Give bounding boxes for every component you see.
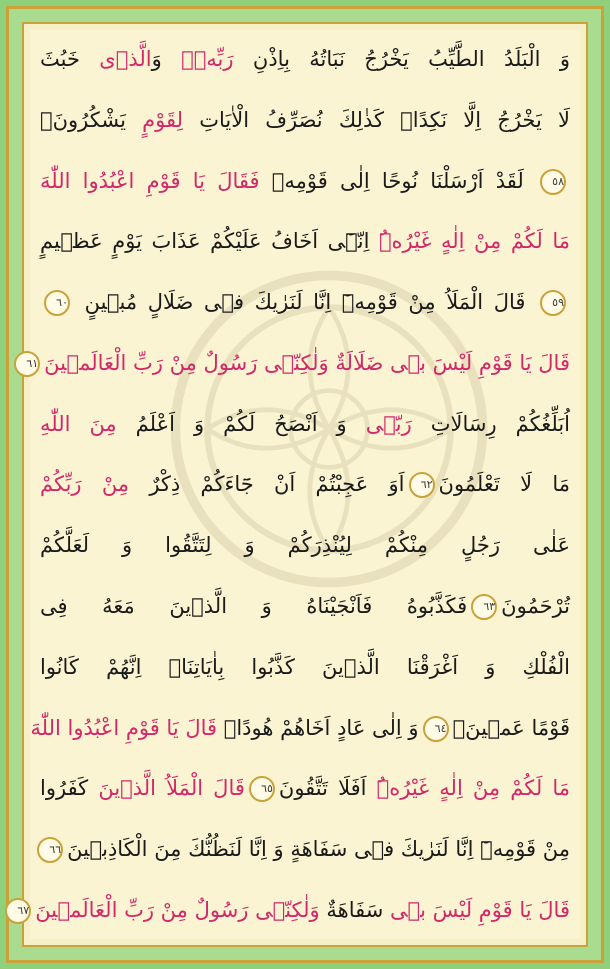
verse-text: اَوَ عَجِبْتُمْ اَنْ جَٓاءَكُمْ ذِكْرٌ	[129, 472, 405, 497]
verse-text: تُرْحَمُونَ	[501, 594, 570, 619]
highlighted-phrase: رَبِّهٖۚ	[181, 47, 234, 71]
highlighted-phrase: رَبّٖى	[365, 411, 412, 436]
highlighted-phrase: مَا لَكُمْ مِنْ اِلٰهٍ غَيْرُهُۜ	[376, 776, 571, 801]
ayah-number-marker: ٦١	[14, 351, 40, 377]
ayah-number-marker: ٦٤	[423, 716, 449, 742]
verse-text: وَ اِلٰى عَادٍ اَخَاهُمْ هُودًاۜ	[217, 715, 419, 740]
verse-text: وَ	[151, 47, 182, 71]
verse-text: الْفُلْكِ وَ اَغْرَقْنَا الَّذٖينَ كَذَّبُوا بِاٰيَاتِنَاۜ اِنَّهُمْ كَانُوا	[40, 654, 570, 679]
verse-text: يَشْكُرُونَ۟	[40, 107, 143, 132]
ayah-number-marker: ٦٣	[471, 594, 497, 620]
highlighted-phrase: فَقَالَ يَا قَوْمِ اعْبُدُوا اللّٰهَ	[40, 168, 260, 193]
ayah-number-marker: ٦٦	[37, 837, 63, 863]
highlighted-phrase: قَالَ الْمَلَاُ الَّذٖينَ	[98, 776, 245, 801]
verse-text: اِنّٖٓى اَخَافُ عَلَيْكُمْ عَذَابَ يَوْمٍ عَظٖيمٍ	[40, 229, 379, 254]
highlighted-phrase: وَلٰكِنّٖى رَسُولٌ مِنْ رَبِّ الْعَالَمٖينَ	[44, 350, 329, 375]
verse-text: قَالَ الْمَلَاُ مِنْ قَوْمِهٖٓ اِنَّا لَنَرٰيكَ فٖى ضَلَالٍ مُبٖينٍ	[74, 290, 536, 315]
verse-text: وَ الْبَلَدُ الطَّيِّبُ يَخْرُجُ نَبَاتُهُ بِاِذْنِ	[233, 47, 570, 71]
verse-text: خَبُثَ	[40, 47, 100, 71]
verse-line	[40, 465, 570, 503]
verse-line	[40, 222, 570, 260]
ayah-number-marker: ٥٨	[540, 169, 566, 195]
verse-text: مِنْ قَوْمِهٖٓ اِنَّا لَنَرٰيكَ فٖى سَفَاهَةٍ وَ اِنَّا لَنَظُنُّكَ مِنَ الْكَاذِبٖينَ	[67, 837, 570, 862]
highlighted-phrase: قَالَ يَا قَوْمِ لَيْسَ بٖى	[390, 897, 570, 922]
highlighted-phrase: لِقَوْمٍ	[142, 107, 184, 132]
highlighted-phrase: مَا لَكُمْ مِنْ اِلٰهٍ غَيْرُهُۜ	[378, 229, 570, 254]
verse-line	[40, 648, 570, 686]
verse-text: لَا يَخْرُجُ اِلَّا نَكِدًاۜ كَذٰلِكَ نُصَرِّفُ الْاٰيَاتِ	[183, 107, 571, 132]
verse-line	[40, 162, 570, 200]
verse-text: وَ اَنْصَحُ لَكُمْ وَ اَعْلَمُ	[116, 411, 366, 436]
ayah-number-marker: ٦٧	[5, 898, 31, 924]
verse-line	[26, 344, 570, 382]
verse-line	[40, 40, 570, 78]
verse-text: كَفَرُوا	[40, 776, 99, 801]
verse-line	[40, 405, 570, 443]
verse-line	[40, 830, 570, 868]
verse-text: عَلٰى رَجُلٍ مِنْكُمْ لِيُنْذِرَكُمْ وَ لِتَتَّقُوا وَ لَعَلَّكُمْ	[40, 533, 570, 558]
highlighted-phrase: الَّذٖى	[99, 47, 152, 71]
ayah-number-marker: ٦٢	[409, 472, 435, 498]
ayah-number-marker: ٥٩	[540, 290, 566, 316]
verse-text: سَفَاهَةٌ	[319, 897, 390, 922]
verse-line	[40, 587, 570, 625]
verse-text: فَكَذَّبُوهُ فَاَنْجَيْنَاهُ وَ الَّذٖينَ مَعَهُ فِى	[40, 594, 468, 619]
verse-text: اَفَلَا تَتَّقُونَ	[278, 776, 377, 801]
verse-lines	[17, 40, 571, 929]
highlighted-phrase: قَالَ يَا قَوْمِ لَيْسَ بٖى ضَلَالَةٌ	[328, 350, 570, 375]
highlighted-phrase: مِنْ رَبِّكُمْ	[40, 472, 130, 497]
verse-line	[40, 769, 570, 807]
verse-line	[40, 526, 570, 564]
highlighted-phrase: قَالَ يَا قَوْمِ اعْبُدُوا اللّٰهَ	[30, 715, 218, 740]
ayah-number-marker: ٦٥	[249, 776, 275, 802]
verse-text: اُبَلِّغُكُمْ رِسَالَاتِ	[411, 411, 570, 436]
verse-text: مَا لَا تَعْلَمُونَ	[438, 472, 571, 497]
verse-text: لَقَدْ اَرْسَلْنَا نُوحًا اِلٰى قَوْمِهٖ	[259, 168, 536, 193]
verse-line	[40, 101, 570, 139]
highlighted-phrase: مِنَ اللّٰهِ	[40, 411, 117, 436]
highlighted-phrase: وَلٰكِنّٖى رَسُولٌ مِنْ رَبِّ الْعَالَمٖينَ	[35, 897, 320, 922]
ayah-number-marker: ٦٠	[44, 290, 70, 316]
verse-line	[17, 891, 570, 929]
verse-line	[30, 709, 570, 747]
verse-text: قَوْمًا عَمٖينَ۟	[452, 715, 570, 740]
verse-line	[40, 283, 570, 321]
